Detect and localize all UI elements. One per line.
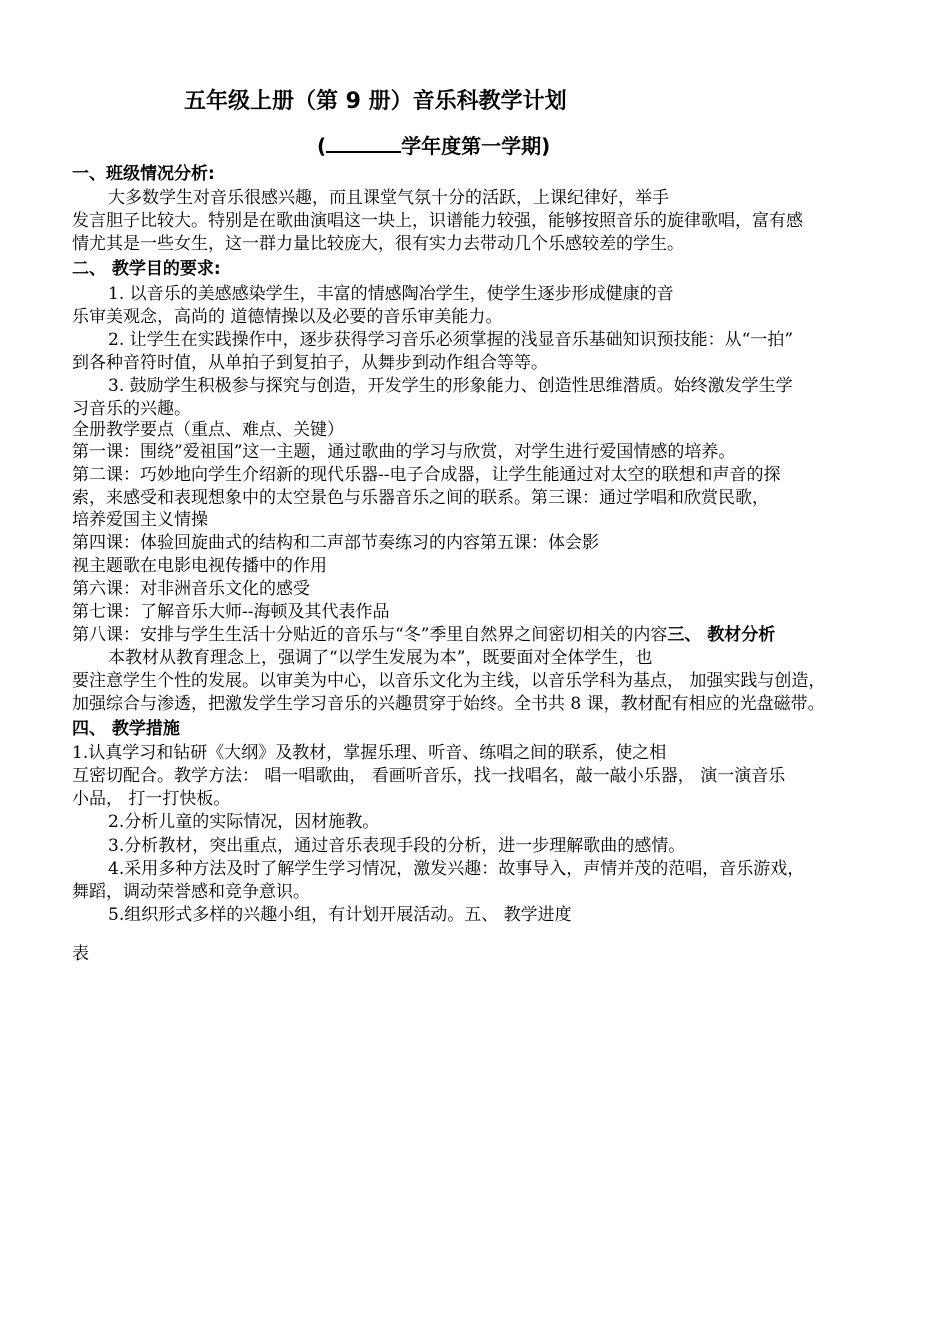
paragraph-line: 2.分析儿童的实际情况，因材施教。	[108, 812, 380, 832]
paragraph-line: 要注意学生个性的发展。以审美为中心，以音乐文化为主线，以音乐学科为基点， 加强实践与创造，	[72, 671, 826, 691]
paragraph-line: 舞蹈，调动荣誉感和竞争意识。	[72, 882, 310, 902]
paragraph-line: 乐审美观念，高尚的 道德情操以及必要的音乐审美能力。	[72, 307, 503, 327]
lesson-line: 视主题歌在电影电视传播中的作用	[72, 556, 327, 576]
section-heading-class-analysis: 一、班级情况分析:	[72, 164, 215, 184]
section-heading-material-analysis: 三、 教材分析	[667, 625, 776, 645]
lesson-line	[72, 624, 775, 646]
paragraph-line: 小品， 打一打快板。	[72, 789, 231, 809]
lesson-line: 索，来感受和表现想象中的太空景色与乐器音乐之间的联系。第三课：通过学唱和欣赏民歌，	[72, 488, 769, 508]
paragraph-line: 情尤其是一些女生，这一群力量比较庞大，很有实力去带动几个乐感较差的学生。	[72, 234, 684, 254]
paragraph-line: 互密切配合。教学方法： 唱一唱歌曲， 看画听音乐，找一找唱名，敲一敲小乐器， 演一演音乐	[72, 766, 786, 786]
paragraph-line: 4.采用多种方法及时了解学生学习情况，激发兴趣：故事导入，声情并茂的范唱，音乐游戏，	[108, 859, 805, 879]
lesson-line: 第四课：体验回旋曲式的结构和二声部节奏练习的内容第五课：体会影	[72, 533, 599, 553]
lesson-line: 培养爱国主义情操	[72, 510, 208, 530]
paragraph-line: 本教材从教育理念上，强调了“以学生发展为本”，既要面对全体学生，也	[108, 648, 653, 668]
key-points-heading: 全册教学要点（重点、难点、关键）	[72, 420, 344, 440]
lesson-line: 第一课：围绕”爱祖国”这一主题，通过歌曲的学习与欣赏，对学生进行爱国情感的培养。	[72, 442, 736, 462]
paragraph-line: 3.分析教材，突出重点，通过音乐表现手段的分析，进一步理解歌曲的感情。	[108, 836, 686, 856]
paragraph-line: 3. 鼓励学生积极参与探究与创造，开发学生的形象能力、创造性思维潜质。始终激发学生学	[108, 376, 793, 396]
paragraph-line: 习音乐的兴趣。	[72, 399, 191, 419]
paragraph-line: 到各种音符时值，从单拍子到复拍子，从舞步到动作组合等等。	[72, 353, 548, 373]
trailing-text: 表	[72, 944, 89, 964]
paragraph-line: 1.认真学习和钻研《大纲》及教材，掌握乐理、听音、练唱之间的联系，使之相	[72, 743, 667, 763]
paragraph-line: 发言胆子比较大。特别是在歌曲演唱这一块上，识谱能力较强，能够按照音乐的旋律歌唱，富有感	[72, 211, 803, 231]
lesson8-text: 第八课：安排与学生生活十分贴近的音乐与“冬”季里自然界之间密切相关的内容	[72, 625, 668, 645]
lesson-line: 第七课：了解音乐大师--海顿及其代表作品	[72, 602, 390, 622]
school-year-line	[317, 133, 550, 159]
paragraph-line: 1. 以音乐的美感感染学生，丰富的情感陶冶学生，使学生逐步形成健康的音	[108, 284, 674, 304]
paragraph-line: 2. 让学生在实践操作中，逐步获得学习音乐必须掌握的浅显音乐基础知识预技能：从“一拍”	[108, 330, 794, 350]
paragraph-line: 5.组织形式多样的兴趣小组，有计划开展活动。五、 教学进度	[108, 905, 572, 925]
year-blank	[326, 133, 401, 153]
section-heading-teaching-measures: 四、 教学措施	[72, 719, 180, 739]
lesson-line: 第二课：巧妙地向学生介绍新的现代乐器--电子合成器，让学生能通过对太空的联想和声音的探	[72, 465, 781, 485]
paragraph-line: 大多数学生对音乐很感兴趣，而且课堂气氛十分的活跃，上课纪律好，举手	[108, 188, 669, 208]
subtitle-paren: (	[317, 134, 327, 158]
paragraph-line: 加强综合与渗透，把激发学生学习音乐的兴趣贯穿于始终。全书共 8 课，教材配有相应的光盘磁带。	[72, 694, 825, 714]
section-heading-teaching-goals: 二、 教学目的要求:	[72, 259, 221, 279]
lesson-line: 第六课：对非洲音乐文化的感受	[72, 579, 310, 599]
subtitle-text: 学年度第一学期)	[401, 134, 551, 158]
page-title: 五年级上册（第 9 册）音乐科教学计划	[184, 89, 567, 114]
